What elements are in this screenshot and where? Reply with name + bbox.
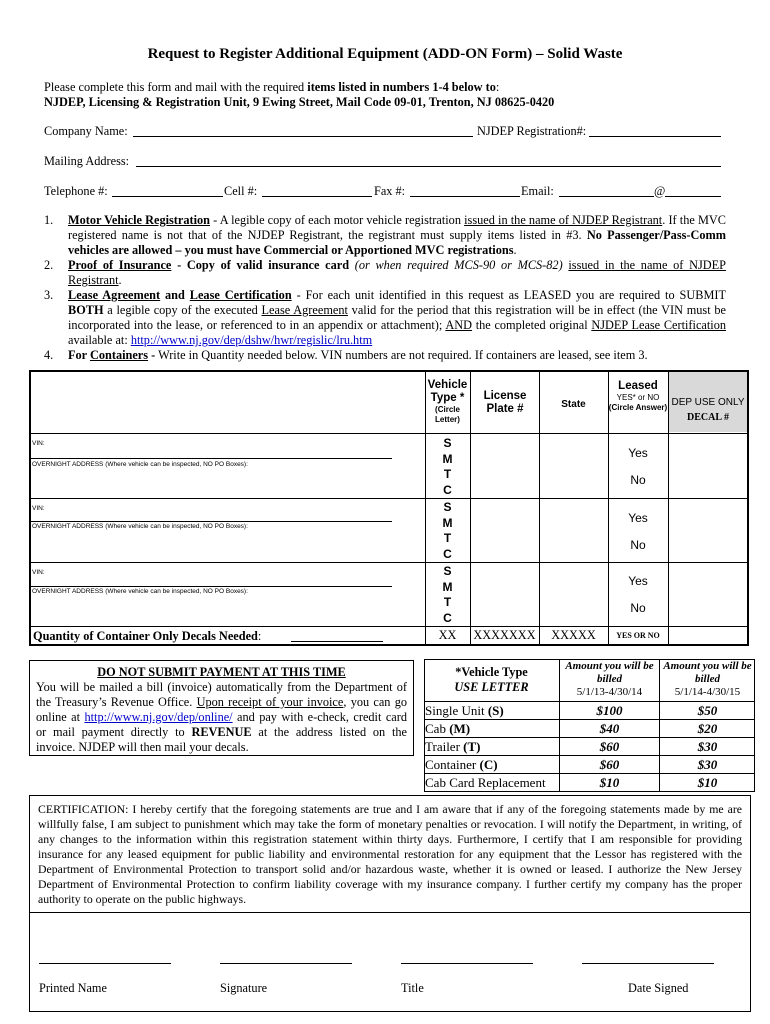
njdep-registration-field[interactable] [589,136,721,137]
header-vehicle-type [425,379,470,425]
payment-notice [29,660,414,756]
printed-name-field[interactable] [39,963,171,964]
vehicle-type-xx: XX [438,628,457,642]
signature-field[interactable] [220,963,352,964]
vin-label: VIN: [32,440,45,447]
fee-col-period: 5/1/13-4/30/14 [576,686,643,698]
equipment-row [31,563,425,626]
item-text: . [513,243,517,257]
intro-text: Please complete this form and mail with the required [44,80,308,94]
item-text: For [68,348,90,362]
fee-row-label [425,775,546,791]
leased-no[interactable]: No [630,538,646,552]
item-text: valid for the period that this registration will be in effect (the VIN must be incorporated into the lease, or referenced to in an appendix or attachment); [68,303,726,332]
signature-block [29,913,751,1012]
payment-text-part: at the address listed on the invoice. NJDEP will then mail your decals. [36,725,407,754]
vin-label: VIN: [32,569,45,576]
payment-text-part: , you can go online at [36,695,408,724]
item-heading: Proof of Insurance [68,258,172,272]
item-underlined: issued in the name of NJDEP Registrant [68,258,726,287]
type-s[interactable]: S [443,436,452,450]
cell-field[interactable] [262,196,372,197]
item-text: a legible copy of the executed [103,303,262,317]
online-payment-link[interactable]: http://www.nj.gov/dep/online/ [84,710,233,724]
item-text: the completed original [472,318,592,332]
fee-col-period: 5/1/14-4/30/15 [674,686,741,698]
leased-no[interactable]: No [630,473,646,487]
mailing-address-label: Mailing Address: [44,154,130,168]
item-text: - For each unit identified in this request as LEASED you are required to SUBMIT [291,288,726,302]
email-at: @ [654,184,666,198]
type-m[interactable]: M [442,579,453,594]
col-divider [470,372,471,644]
fax-field[interactable] [410,196,520,197]
type-s[interactable]: S [443,500,452,514]
item-number: 3. [44,288,54,302]
item-3 [44,288,726,348]
overnight-address-label: OVERNIGHT ADDRESS (Where vehicle can be inspected, NO PO Boxes): [32,461,248,468]
container-decals-label [33,629,261,644]
payment-text [30,680,413,755]
leased-yes[interactable]: Yes [628,511,648,525]
item-bold: No Passenger/Pass-Comm vehicles are allowed – you must have Commercial or Apportioned MVC registrations [68,228,726,257]
header-leased-label: Leased [618,380,658,392]
fee-amount: $100 [596,703,623,718]
fee-row-name: Container [425,757,480,772]
intro-bold: items listed in numbers 1-4 below to [307,80,496,94]
type-c[interactable]: C [443,546,452,561]
lease-certification-link[interactable]: http://www.nj.gov/dep/dshw/hwr/regislic/lru.htm [130,333,373,347]
container-decals-field[interactable] [291,641,383,642]
certification-box [29,795,751,913]
item-underlined: NJDEP Lease Certification [591,318,726,332]
item-text: - [148,348,156,362]
fee-col-vehicle-type [424,665,559,695]
fax-label: Fax #: [374,184,406,198]
fee-amount: $10 [697,775,718,790]
vin-field[interactable] [31,521,392,522]
item-2 [44,258,726,288]
container-decals-colon: : [257,629,262,643]
fee-amount: $30 [697,757,718,772]
fee-amount: $20 [697,721,718,736]
header-leased [608,380,668,413]
fee-row-letter: (M) [449,721,471,736]
leased-yes[interactable]: Yes [628,446,648,460]
vin-field[interactable] [31,586,392,587]
fee-row-label [425,739,481,755]
plate-xx: XXXXXXX [473,628,536,642]
signature-label: Signature [220,981,268,995]
header-dep-use: DEP USE ONLY [671,397,745,408]
date-signed-label: Date Signed [628,981,689,995]
overnight-address-label: OVERNIGHT ADDRESS (Where vehicle can be inspected, NO PO Boxes): [32,523,248,530]
company-name-field[interactable] [133,136,473,137]
overnight-address-label: OVERNIGHT ADDRESS (Where vehicle can be inspected, NO PO Boxes): [32,588,248,595]
fee-row-label [425,703,504,719]
printed-name-label: Printed Name [39,981,107,995]
type-t[interactable]: T [443,595,452,609]
fee-amount: $60 [599,757,620,772]
item-underlined: Lease Agreement [261,303,348,317]
intro-line-1 [44,80,744,95]
fee-amount: $40 [599,721,620,736]
item-text: and [160,288,190,302]
mailing-address-field[interactable] [136,166,721,167]
fee-row-label [425,721,470,737]
header-vehicle-type-sub: (Circle Letter) [435,405,460,424]
item-heading: Lease Agreement [68,288,161,302]
email-label: Email: [521,184,554,198]
fee-amount: $30 [697,739,718,754]
title-label: Title [401,981,424,995]
email-domain-field[interactable] [665,196,721,197]
fee-col-title: Amount you will be billed [565,660,654,685]
item-heading: Motor Vehicle Registration [68,213,210,227]
item-heading: Lease Certification [189,288,292,302]
intro-colon: : [495,80,500,94]
item-underlined: AND [445,318,473,332]
item-text: - A legible copy of each motor vehicle registration [210,213,465,227]
type-t[interactable]: T [443,531,452,545]
fee-col-2014 [660,660,755,699]
fee-col-2013 [560,660,659,699]
header-state: State [561,399,586,410]
fee-row-letter: (T) [463,739,481,754]
fee-row-label [425,757,498,773]
item-italic: (or when required MCS-90 or MCS-82) [354,258,563,272]
header-vehicle-type-label: Vehicle Type * [427,379,468,404]
telephone-field[interactable] [112,196,223,197]
type-c[interactable]: C [443,482,452,497]
fee-col-sub: USE LETTER [454,680,529,694]
type-c[interactable]: C [443,610,452,625]
vehicle-type-options[interactable] [425,500,470,562]
header-license-plate: License Plate # [483,390,527,415]
fee-row-name: Single Unit [425,703,488,718]
type-m[interactable]: M [442,451,453,466]
telephone-label: Telephone #: [44,184,108,198]
njdep-registration-label: NJDEP Registration#: [477,124,587,138]
header-decal: DECAL # [687,412,729,423]
col-divider [539,372,540,644]
payment-text-part: You will be mailed a bill (invoice) automatically from the Department of the Treasury’s Revenue Office. [36,680,407,709]
vin-label: VIN: [32,505,45,512]
header-leased-sub: (Circle Answer) [608,403,668,412]
page-title: Request to Register Additional Equipment (ADD-ON Form) – Solid Waste [147,46,623,62]
date-signed-field[interactable] [582,963,714,964]
item-4 [44,348,726,363]
equipment-table [29,370,749,646]
email-user-field[interactable] [559,196,654,197]
vehicle-type-options[interactable] [425,436,470,498]
payment-underlined: Upon receipt of your invoice [196,695,344,709]
company-name-label: Company Name: [44,124,128,138]
type-s[interactable]: S [443,564,452,578]
header-leased-sub: YES* or NO [616,393,660,402]
item-text: - Copy of valid insurance card [171,258,355,272]
item-text: available at: [68,333,131,347]
fee-table [424,659,755,792]
leased-yes[interactable]: Yes [628,574,648,588]
item-number: 2. [44,258,54,272]
payment-text-part: and pay with e-check, credit card or mail payment directly to [36,710,407,739]
row-divider [31,626,747,627]
payment-heading: DO NOT SUBMIT PAYMENT AT THIS TIME [97,665,346,679]
payment-bold: REVENUE [191,725,252,739]
type-m[interactable]: M [442,515,453,530]
item-text: Write in Quantity needed below. VIN numbers are not required. If containers are leased, see item 3. [155,348,648,362]
item-1 [44,213,726,258]
container-decals-text: Quantity of Container Only Decals Needed [33,629,258,643]
leased-yes-or-no: YES OR NO [616,631,660,640]
equipment-row [31,499,425,562]
item-underlined: issued in the name of NJDEP Registrant [464,213,663,227]
fee-row-letter: (S) [487,703,504,718]
title-field[interactable] [401,963,533,964]
item-number: 1. [44,213,54,227]
vehicle-type-options[interactable] [425,564,470,626]
cell-label: Cell #: [224,184,258,198]
fee-row-letter: (C) [479,757,498,772]
fee-row-name: Cab [425,721,450,736]
fee-row-name: Trailer [425,739,464,754]
fee-amount: $50 [697,703,718,718]
item-heading: Containers [89,348,149,362]
fee-col-title: *Vehicle Type [455,665,528,679]
leased-no[interactable]: No [630,601,646,615]
certification-text: CERTIFICATION: I hereby certify that the foregoing statements are true and I am aware that if any of the foregoing statements made by me are willfully false, I am subject to punishment which may take the form of monetary penalties or revocation. I will notify the Department, in writing, of any changes to the information within this registration statement within thirty days. Furthermore, I certify that I am responsible for providing insurance for any leased equipment for public liability and environmental restoration for any equipment that the Lessor has registered with the Department of Environmental Protection to transport solid and/or hazardous waste, whether it is owned or leased. I authorize the New Jersey Department of Environmental Protection to confirm liability coverage with my insurance company. I further certify my company has the proper authority to operate on the public highways. [38,802,742,906]
equipment-row [31,434,425,498]
item-text: . [118,273,122,287]
fee-row-name: Cab Card Replacement [425,775,546,790]
fee-amount: $10 [599,775,620,790]
vin-field[interactable] [31,458,392,459]
state-xx: XXXXX [551,628,596,642]
fee-amount: $60 [599,739,620,754]
item-number: 4. [44,348,54,362]
type-t[interactable]: T [443,467,452,481]
item-bold: BOTH [68,303,104,317]
intro-address: NJDEP, Licensing & Registration Unit, 9 Ewing Street, Mail Code 09-01, Trenton, NJ 08625-0420 [44,95,555,109]
fee-col-title: Amount you will be billed [663,660,752,685]
item-text: . If the MVC registered name is not that of the NJDEP Registrant, the registrant must supply items listed in #3. [68,213,726,242]
